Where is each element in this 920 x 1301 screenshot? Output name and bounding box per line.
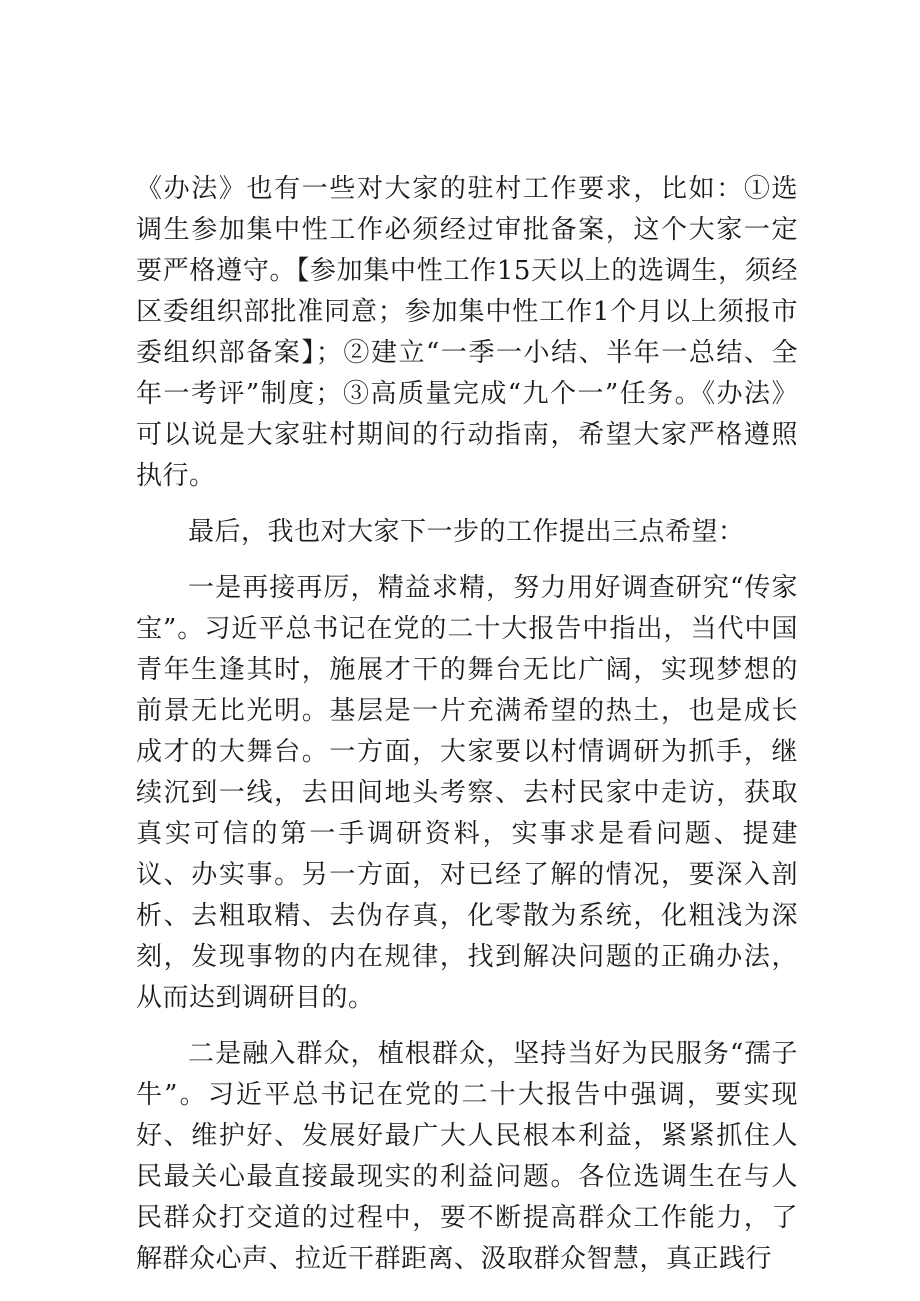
paragraph-hopes-intro: 最后，我也对大家下一步的工作提出三点希望：	[188, 517, 745, 547]
paragraph-hope-one: 一是再接再厉，精益求精，努力用好调查研究“传家宝”。习近平总书记在党的二十大报告中指出，当代中国青年生逢其时，施展才干的舞台无比广阔，实现梦想的前景无比光明。基层是一片充满希望的热土，也是成长成才的大舞台。一方面，大家要以村情调研为抓手，继续沉到一线，去田间地头考察、去村民家中走访，获取真实可信的第一手调研资料，实事求是看问题、提建议、办实事。另一方面，对已经了解的情况，要深入剖析、去粗取精、去伪存真，化零散为系统，化粗浅为深刻，发现事物的内在规律，找到解决问题的正确办法，从而达到调研目的。	[136, 573, 798, 1013]
document-body	[136, 169, 798, 1280]
paragraph-gap	[136, 497, 798, 512]
paragraph-gap	[136, 1019, 798, 1034]
paragraph-gap	[136, 553, 798, 568]
paragraph-requirements: 《办法》也有一些对大家的驻村工作要求，比如：①选调生参加集中性工作必须经过审批备案，这个大家一定要严格遵守。【参加集中性工作15天以上的选调生，须经区委组织部批准同意；参加集中性工作1个月以上须报市委组织部备案】；②建立“一季一小结、半年一总结、全年一考评”制度；③高质量完成“九个一”任务。《办法》可以说是大家驻村期间的行动指南，希望大家严格遵照执行。	[136, 174, 798, 491]
paragraph-hope-two: 二是融入群众，植根群众，坚持当好为民服务“孺子牛”。习近平总书记在党的二十大报告中强调，要实现好、维护好、发展好最广大人民根本利益，紧紧抓住人民最关心最直接最现实的利益问题。各位选调生在与人民群众打交道的过程中，要不断提高群众工作能力，了解群众心声、拉近干群距离、汲取群众智慧，真正践行	[136, 1039, 798, 1274]
